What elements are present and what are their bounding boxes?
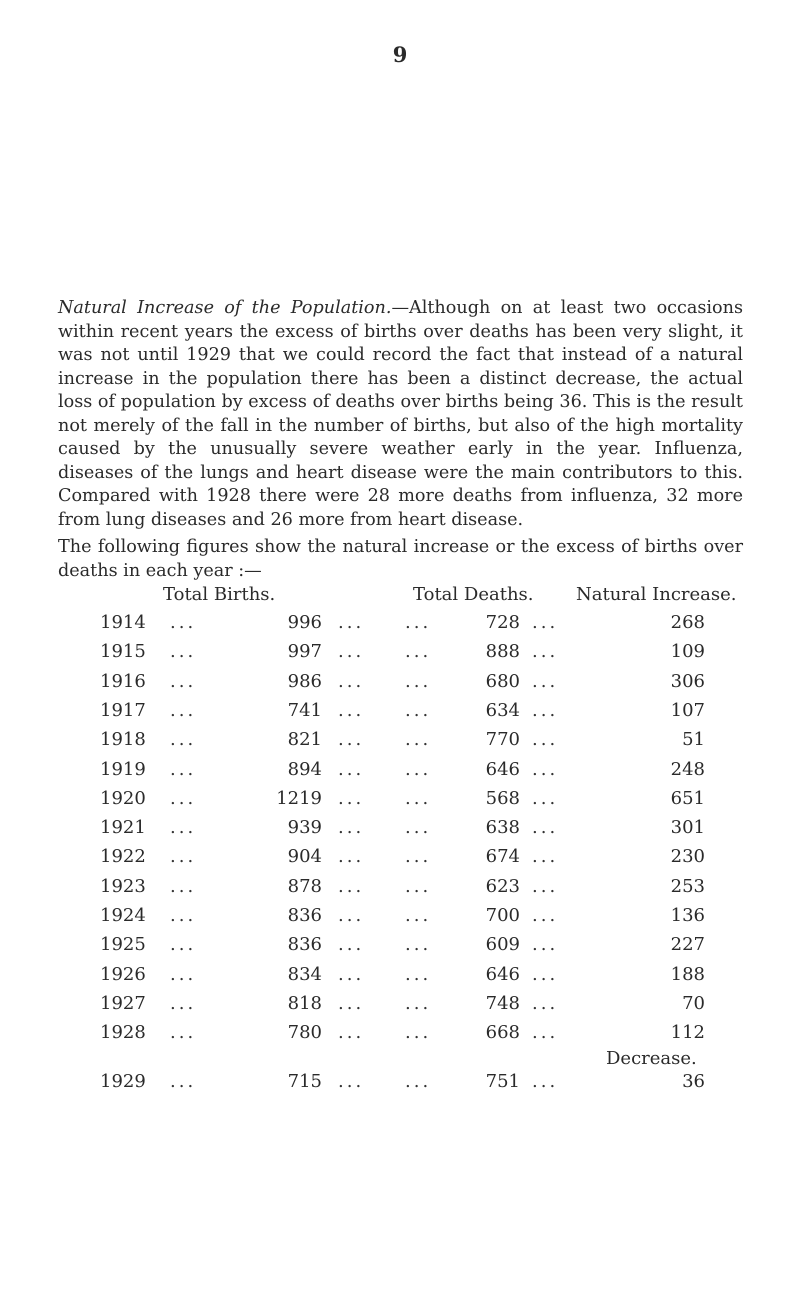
natural-increase-paragraph xyxy=(58,297,743,532)
leader-dots: ... xyxy=(532,846,559,868)
leader-dots: ... xyxy=(405,992,432,1014)
deaths-cell: 674 xyxy=(485,846,520,868)
year-cell: 1919 xyxy=(100,758,146,780)
paragraph-body: —Although on at least two occasions within recent years the excess of births over deaths has been very slight, it was not until 1929 that we could record the fact that instead of a natural increase in the population there has been a distinct decrease, the actual loss of population by excess of deaths over births being 36. This is the result not merely of the fall in the number of births, but also of the high mortality caused by the unusually severe weather early in the year. Influenza, diseases of the lungs and heart disease were the main contributors to this. Compared with 1928 there were 28 more deaths from influenza, 32 more from lung diseases and 26 more from heart disease. xyxy=(58,298,743,530)
decrease-label: Decrease. xyxy=(606,1047,697,1069)
table-row xyxy=(0,671,800,700)
year-cell: 1921 xyxy=(100,817,146,839)
births-cell: 986 xyxy=(287,670,322,692)
year-cell: 1918 xyxy=(100,729,146,751)
leader-dots: ... xyxy=(170,905,197,926)
year-cell: 1917 xyxy=(100,699,146,721)
table-header xyxy=(0,584,800,612)
leader-dots: ... xyxy=(170,729,197,751)
leader-dots: ... xyxy=(532,729,559,751)
births-cell: 818 xyxy=(287,992,322,1014)
births-cell: 996 xyxy=(287,612,322,633)
births-cell: 741 xyxy=(287,699,322,721)
leader-dots: ... xyxy=(532,875,559,897)
leader-dots: ... xyxy=(532,905,559,926)
leader-dots: ... xyxy=(338,846,365,868)
deaths-cell: 728 xyxy=(485,612,520,633)
header-natural-increase: Natural Increase. xyxy=(576,584,737,605)
leader-dots: ... xyxy=(405,1022,432,1044)
natural-increase-cell: 36 xyxy=(682,1070,705,1092)
leader-dots: ... xyxy=(532,699,559,721)
year-cell: 1928 xyxy=(100,1022,146,1044)
births-cell: 780 xyxy=(287,1022,322,1044)
table-intro-paragraph: The following figures show the natural increase or the excess of births over deaths in each year :— xyxy=(58,537,743,581)
births-cell: 1219 xyxy=(276,787,322,809)
deaths-cell: 751 xyxy=(485,1070,520,1092)
deaths-cell: 888 xyxy=(485,641,520,663)
year-cell: 1920 xyxy=(100,787,146,809)
deaths-cell: 609 xyxy=(485,934,520,956)
leader-dots: ... xyxy=(338,992,365,1014)
natural-increase-cell: 248 xyxy=(670,758,705,780)
leader-dots: ... xyxy=(405,670,432,692)
leader-dots: ... xyxy=(405,905,432,926)
leader-dots: ... xyxy=(338,817,365,839)
deaths-cell: 638 xyxy=(485,817,520,839)
natural-increase-cell: 188 xyxy=(670,963,705,985)
leader-dots: ... xyxy=(338,1022,365,1044)
natural-increase-cell: 301 xyxy=(670,817,705,839)
natural-increase-cell: 51 xyxy=(682,729,705,751)
births-cell: 715 xyxy=(287,1070,322,1092)
leader-dots: ... xyxy=(338,905,365,926)
deaths-cell: 700 xyxy=(485,905,520,926)
table-row xyxy=(0,817,800,846)
births-cell: 836 xyxy=(287,934,322,956)
deaths-cell: 634 xyxy=(485,699,520,721)
table-row xyxy=(0,641,800,670)
natural-increase-cell: 268 xyxy=(670,612,705,633)
table-row xyxy=(0,729,800,758)
table-row xyxy=(0,759,800,788)
leader-dots: ... xyxy=(170,670,197,692)
births-cell: 834 xyxy=(287,963,322,985)
leader-dots: ... xyxy=(170,1022,197,1044)
leader-dots: ... xyxy=(532,787,559,809)
leader-dots: ... xyxy=(170,992,197,1014)
leader-dots: ... xyxy=(405,641,432,663)
leader-dots: ... xyxy=(338,758,365,780)
leader-dots: ... xyxy=(405,787,432,809)
leader-dots: ... xyxy=(405,875,432,897)
leader-dots: ... xyxy=(338,729,365,751)
leader-dots: ... xyxy=(338,612,365,633)
leader-dots: ... xyxy=(532,992,559,1014)
leader-dots: ... xyxy=(170,817,197,839)
page-number: 9 xyxy=(392,42,408,67)
table-row xyxy=(0,934,800,963)
deaths-cell: 668 xyxy=(485,1022,520,1044)
leader-dots: ... xyxy=(532,1070,559,1092)
leader-dots: ... xyxy=(338,875,365,897)
deaths-cell: 680 xyxy=(485,670,520,692)
deaths-cell: 770 xyxy=(485,729,520,751)
leader-dots: ... xyxy=(338,670,365,692)
deaths-cell: 646 xyxy=(485,963,520,985)
table-row xyxy=(0,700,800,729)
leader-dots: ... xyxy=(338,1070,365,1092)
leader-dots: ... xyxy=(405,1070,432,1092)
leader-dots: ... xyxy=(338,963,365,985)
leader-dots: ... xyxy=(532,641,559,663)
natural-increase-cell: 109 xyxy=(670,641,705,663)
table-row xyxy=(0,846,800,875)
leader-dots: ... xyxy=(532,934,559,956)
table-row xyxy=(0,612,800,641)
leader-dots: ... xyxy=(338,641,365,663)
table-row xyxy=(0,964,800,993)
leader-dots: ... xyxy=(405,934,432,956)
leader-dots: ... xyxy=(405,699,432,721)
year-cell: 1926 xyxy=(100,963,146,985)
header-total-deaths: Total Deaths. xyxy=(413,584,534,605)
deaths-cell: 748 xyxy=(485,992,520,1014)
table-row xyxy=(0,905,800,934)
table-row xyxy=(0,1071,800,1100)
table-row xyxy=(0,993,800,1022)
leader-dots: ... xyxy=(170,1070,197,1092)
year-cell: 1923 xyxy=(100,875,146,897)
leader-dots: ... xyxy=(170,846,197,868)
leader-dots: ... xyxy=(532,670,559,692)
births-cell: 939 xyxy=(287,817,322,839)
leader-dots: ... xyxy=(170,641,197,663)
births-cell: 904 xyxy=(287,846,322,868)
leader-dots: ... xyxy=(338,699,365,721)
natural-increase-cell: 107 xyxy=(670,699,705,721)
year-cell: 1925 xyxy=(100,934,146,956)
deaths-cell: 568 xyxy=(485,787,520,809)
leader-dots: ... xyxy=(170,699,197,721)
births-cell: 997 xyxy=(287,641,322,663)
natural-increase-cell: 227 xyxy=(670,934,705,956)
leader-dots: ... xyxy=(532,963,559,985)
births-cell: 836 xyxy=(287,905,322,926)
natural-increase-cell: 230 xyxy=(670,846,705,868)
section-heading: Natural Increase of the Population. xyxy=(58,298,392,318)
leader-dots: ... xyxy=(170,612,197,633)
year-cell: 1924 xyxy=(100,905,146,926)
deaths-cell: 646 xyxy=(485,758,520,780)
year-cell: 1916 xyxy=(100,670,146,692)
table-row xyxy=(0,876,800,905)
natural-increase-cell: 253 xyxy=(670,875,705,897)
leader-dots: ... xyxy=(532,612,559,633)
leader-dots: ... xyxy=(170,875,197,897)
natural-increase-cell: 70 xyxy=(682,992,705,1014)
leader-dots: ... xyxy=(532,817,559,839)
leader-dots: ... xyxy=(338,787,365,809)
leader-dots: ... xyxy=(170,934,197,956)
natural-increase-cell: 136 xyxy=(670,905,705,926)
leader-dots: ... xyxy=(405,612,432,633)
natural-increase-cell: 112 xyxy=(670,1022,705,1044)
leader-dots: ... xyxy=(532,1022,559,1044)
year-cell: 1929 xyxy=(100,1070,146,1092)
year-cell: 1922 xyxy=(100,846,146,868)
births-cell: 821 xyxy=(287,729,322,751)
leader-dots: ... xyxy=(170,963,197,985)
year-cell: 1914 xyxy=(100,612,146,633)
natural-increase-cell: 651 xyxy=(670,787,705,809)
leader-dots: ... xyxy=(405,758,432,780)
leader-dots: ... xyxy=(405,846,432,868)
leader-dots: ... xyxy=(338,934,365,956)
header-total-births: Total Births. xyxy=(163,584,276,605)
leader-dots: ... xyxy=(405,817,432,839)
leader-dots: ... xyxy=(532,758,559,780)
leader-dots: ... xyxy=(405,963,432,985)
deaths-cell: 623 xyxy=(485,875,520,897)
natural-increase-cell: 306 xyxy=(670,670,705,692)
leader-dots: ... xyxy=(170,787,197,809)
year-cell: 1927 xyxy=(100,992,146,1014)
leader-dots: ... xyxy=(405,729,432,751)
leader-dots: ... xyxy=(170,758,197,780)
births-cell: 894 xyxy=(287,758,322,780)
births-cell: 878 xyxy=(287,875,322,897)
table-row xyxy=(0,788,800,817)
year-cell: 1915 xyxy=(100,641,146,663)
